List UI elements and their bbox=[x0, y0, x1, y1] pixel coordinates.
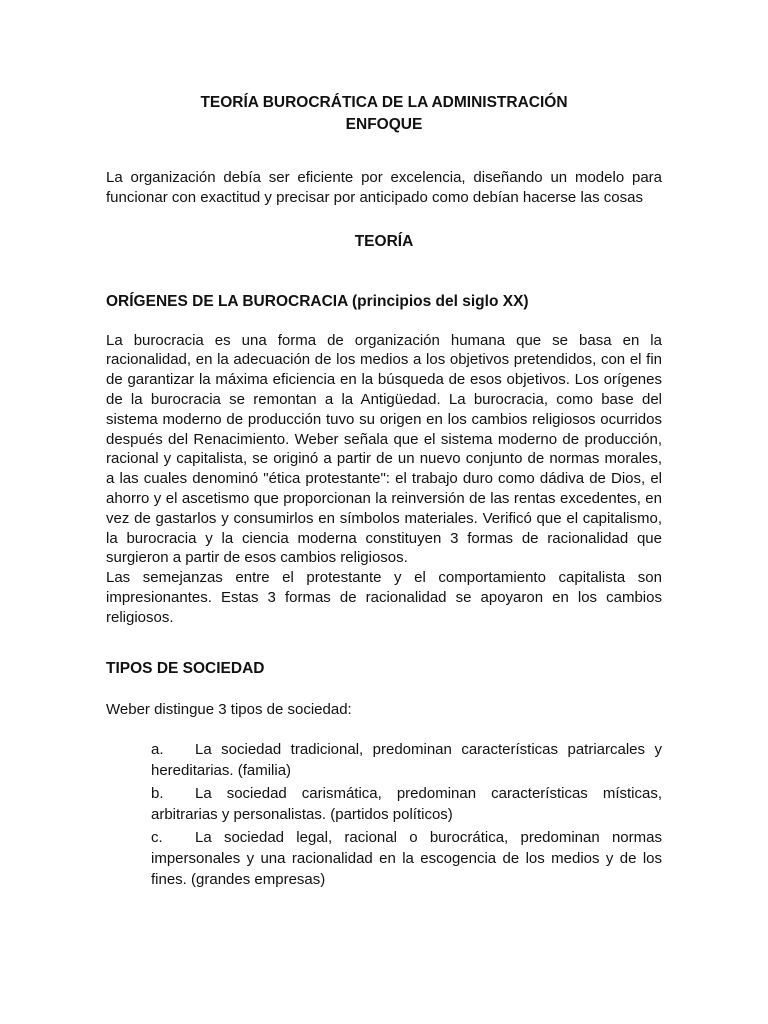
list-item bbox=[151, 739, 662, 781]
origenes-heading bbox=[106, 293, 662, 311]
list-item-text: La sociedad carismática, predominan características místicas, arbitrarias y personalistas. (partidos políticos) bbox=[151, 785, 662, 824]
origenes-paragraph-1: La burocracia es una forma de organización humana que se basa en la racionalidad, en la adecuación de los medios a los objetivos pretendidos, con el fin de garantizar la máxima eficiencia en la búsqueda de esos objetivos. Los orígenes de la burocracia se remontan a la Antigüedad. La burocracia, como base del sistema moderno de producción tuvo su origen en los cambios religiosos ocurridos después del Renacimiento. Weber señala que el sistema moderno de producción, racional y capitalista, se originó a partir de un nuevo conjunto de normas morales, a las cuales denominó "ética protestante": el trabajo duro como dádiva de Dios, el ahorro y el ascetismo que proporcionan la reinversión de las rentas excedentes, en vez de gastarlos y consumirlos en símbolos materiales. Verificó que el capitalismo, la burocracia y la ciencia moderna constituyen 3 formas de racionalidad que surgieron a partir de esos cambios religiosos. bbox=[106, 331, 662, 567]
list-item-text: La sociedad legal, racional o burocrática, predominan normas impersonales y una racionalidad en la escogencia de los medios y de los fines. (grandes empresas) bbox=[151, 829, 662, 889]
list-marker: a. bbox=[151, 741, 164, 759]
list-item bbox=[151, 783, 662, 825]
teoria-heading: TEORÍA bbox=[354, 232, 414, 250]
origenes-heading-sub: (principios del siglo XX) bbox=[352, 292, 529, 310]
list-item bbox=[151, 827, 662, 890]
tipos-list bbox=[106, 739, 662, 890]
intro-paragraph: La organización debía ser eficiente por excelencia, diseñando un modelo para funcionar con exactitud y precisar por anticipado como debían hacerse las cosas bbox=[106, 169, 662, 206]
origenes-heading-main: ORÍGENES DE LA BUROCRACIA bbox=[106, 292, 348, 310]
list-marker: c. bbox=[151, 829, 163, 847]
title-line-2: ENFOQUE bbox=[345, 116, 423, 133]
title-line-1: TEORÍA BUROCRÁTICA DE LA ADMINISTRACIÓN bbox=[200, 94, 568, 111]
list-marker: b. bbox=[151, 785, 164, 803]
origenes-paragraph-2: Las semejanzas entre el protestante y el comportamiento capitalista son impresionantes. Estas 3 formas de racionalidad se apoyaron en los cambios religiosos. bbox=[106, 569, 662, 626]
document-title bbox=[106, 92, 662, 136]
tipos-intro: Weber distingue 3 tipos de sociedad: bbox=[106, 700, 352, 718]
tipos-heading: TIPOS DE SOCIEDAD bbox=[106, 659, 265, 677]
list-item-text: La sociedad tradicional, predominan características patriarcales y hereditarias. (familia) bbox=[151, 741, 662, 780]
